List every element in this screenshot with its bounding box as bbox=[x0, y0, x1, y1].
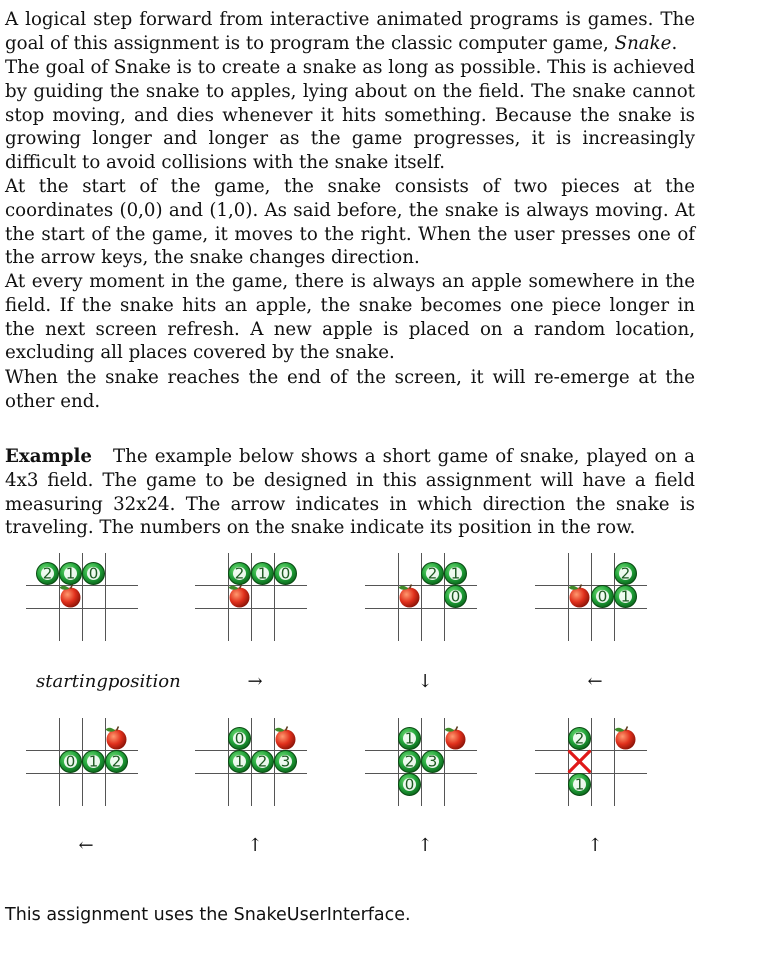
segment-number: 1 bbox=[257, 564, 268, 583]
snake-segment bbox=[229, 751, 251, 773]
start-paragraph: At the start of the game, the snake consists of two pieces at the coordinates (0,0) and (1,0). As said before, the snake is always moving. At the start of the game, it moves to the right. When the user presses one of the arrow keys, the snake changes direction. bbox=[5, 176, 695, 269]
snake-segment bbox=[275, 563, 297, 585]
snake-board bbox=[365, 553, 515, 657]
board-caption: startingposition bbox=[36, 671, 181, 692]
snake-segment bbox=[229, 563, 251, 585]
snake-segment bbox=[275, 751, 297, 773]
board-caption: ← bbox=[78, 835, 94, 856]
apple-icon bbox=[615, 727, 636, 750]
apple-icon bbox=[106, 727, 127, 750]
segment-number: 0 bbox=[597, 587, 608, 606]
board-caption: → bbox=[247, 671, 263, 692]
snake-segment bbox=[252, 563, 274, 585]
segment-number: 0 bbox=[234, 729, 245, 748]
board-caption: ↓ bbox=[417, 671, 433, 692]
segment-number: 2 bbox=[620, 564, 631, 583]
snake-board bbox=[195, 718, 345, 822]
segment-number: 1 bbox=[574, 775, 585, 794]
segment-number: 2 bbox=[574, 729, 585, 748]
segment-number: 1 bbox=[450, 564, 461, 583]
snake-board bbox=[535, 718, 685, 822]
board-caption: ↑ bbox=[587, 835, 603, 856]
snake-segment bbox=[83, 563, 105, 585]
snake-segment bbox=[615, 563, 637, 585]
snake-segment bbox=[569, 774, 591, 796]
apple-icon bbox=[569, 585, 590, 608]
board-caption: ↑ bbox=[247, 835, 263, 856]
segment-number: 0 bbox=[65, 752, 76, 771]
segment-number: 2 bbox=[234, 564, 245, 583]
intro-paragraph: A logical step forward from interactive animated programs is games. The goal of this assignment is to program the classic computer game, Snake. bbox=[5, 9, 695, 54]
snake-board bbox=[195, 553, 345, 657]
apple-icon bbox=[229, 585, 250, 608]
segment-number: 1 bbox=[620, 587, 631, 606]
snake-segment bbox=[445, 563, 467, 585]
snake-board bbox=[365, 718, 515, 822]
snake-segment bbox=[445, 586, 467, 608]
segment-number: 2 bbox=[257, 752, 268, 771]
board-caption: ↑ bbox=[417, 835, 433, 856]
segment-number: 1 bbox=[404, 729, 415, 748]
snake-segment bbox=[60, 751, 82, 773]
snake-segment bbox=[252, 751, 274, 773]
segment-number: 3 bbox=[427, 752, 438, 771]
segment-number: 2 bbox=[404, 752, 415, 771]
segment-number: 1 bbox=[234, 752, 245, 771]
footer-text: This assignment uses the SnakeUserInterface. bbox=[5, 905, 411, 925]
snake-segment bbox=[37, 563, 59, 585]
snake-board bbox=[26, 553, 176, 657]
snake-segment bbox=[422, 563, 444, 585]
snake-segment bbox=[615, 586, 637, 608]
snake-segment bbox=[399, 774, 421, 796]
apple-paragraph: At every moment in the game, there is always an apple somewhere in the field. If the snake hits an apple, the snake becomes one piece longer in the next screen refresh. A new apple is placed on a random location, excluding all places covered by the snake. bbox=[5, 271, 695, 364]
segment-number: 0 bbox=[88, 564, 99, 583]
apple-icon bbox=[275, 727, 296, 750]
snake-segment bbox=[83, 751, 105, 773]
example-heading: Example bbox=[5, 446, 92, 467]
snake-segment bbox=[399, 728, 421, 750]
snake-title: Snake bbox=[614, 32, 672, 54]
snake-board bbox=[26, 718, 176, 822]
snake-segment bbox=[60, 563, 82, 585]
wrap-paragraph: When the snake reaches the end of the screen, it will re-emerge at the other end. bbox=[5, 367, 695, 412]
goal-paragraph: The goal of Snake is to create a snake as long as possible. This is achieved by guiding the snake to apples, lying about on the field. The snake cannot stop moving, and dies whenever it hits something. Because the snake is growing longer and longer as the game progresses, it is increasingly difficult to avoid collisions with the snake itself. bbox=[5, 57, 695, 174]
segment-number: 3 bbox=[280, 752, 291, 771]
snake-segment bbox=[569, 728, 591, 750]
snake-segment bbox=[229, 728, 251, 750]
segment-number: 1 bbox=[65, 564, 76, 583]
collision-cross-icon bbox=[570, 752, 590, 772]
segment-number: 2 bbox=[111, 752, 122, 771]
snake-segment bbox=[399, 751, 421, 773]
apple-icon bbox=[399, 585, 420, 608]
segment-number: 0 bbox=[280, 564, 291, 583]
snake-segment bbox=[106, 751, 128, 773]
segment-number: 0 bbox=[450, 587, 461, 606]
snake-segment bbox=[592, 586, 614, 608]
example-paragraph: Example The example below shows a short game of snake, played on a 4x3 field. The game to be designed in this assignment will have a field measuring 32x24. The arrow indicates in which direction the snake is traveling. The numbers on the snake indicate its position in the row. bbox=[5, 446, 695, 539]
segment-number: 2 bbox=[42, 564, 53, 583]
segment-number: 2 bbox=[427, 564, 438, 583]
apple-icon bbox=[445, 727, 466, 750]
segment-number: 0 bbox=[404, 775, 415, 794]
segment-number: 1 bbox=[88, 752, 99, 771]
apple-icon bbox=[60, 585, 81, 608]
snake-segment bbox=[422, 751, 444, 773]
board-caption: ← bbox=[587, 671, 603, 692]
snake-board bbox=[535, 553, 685, 657]
